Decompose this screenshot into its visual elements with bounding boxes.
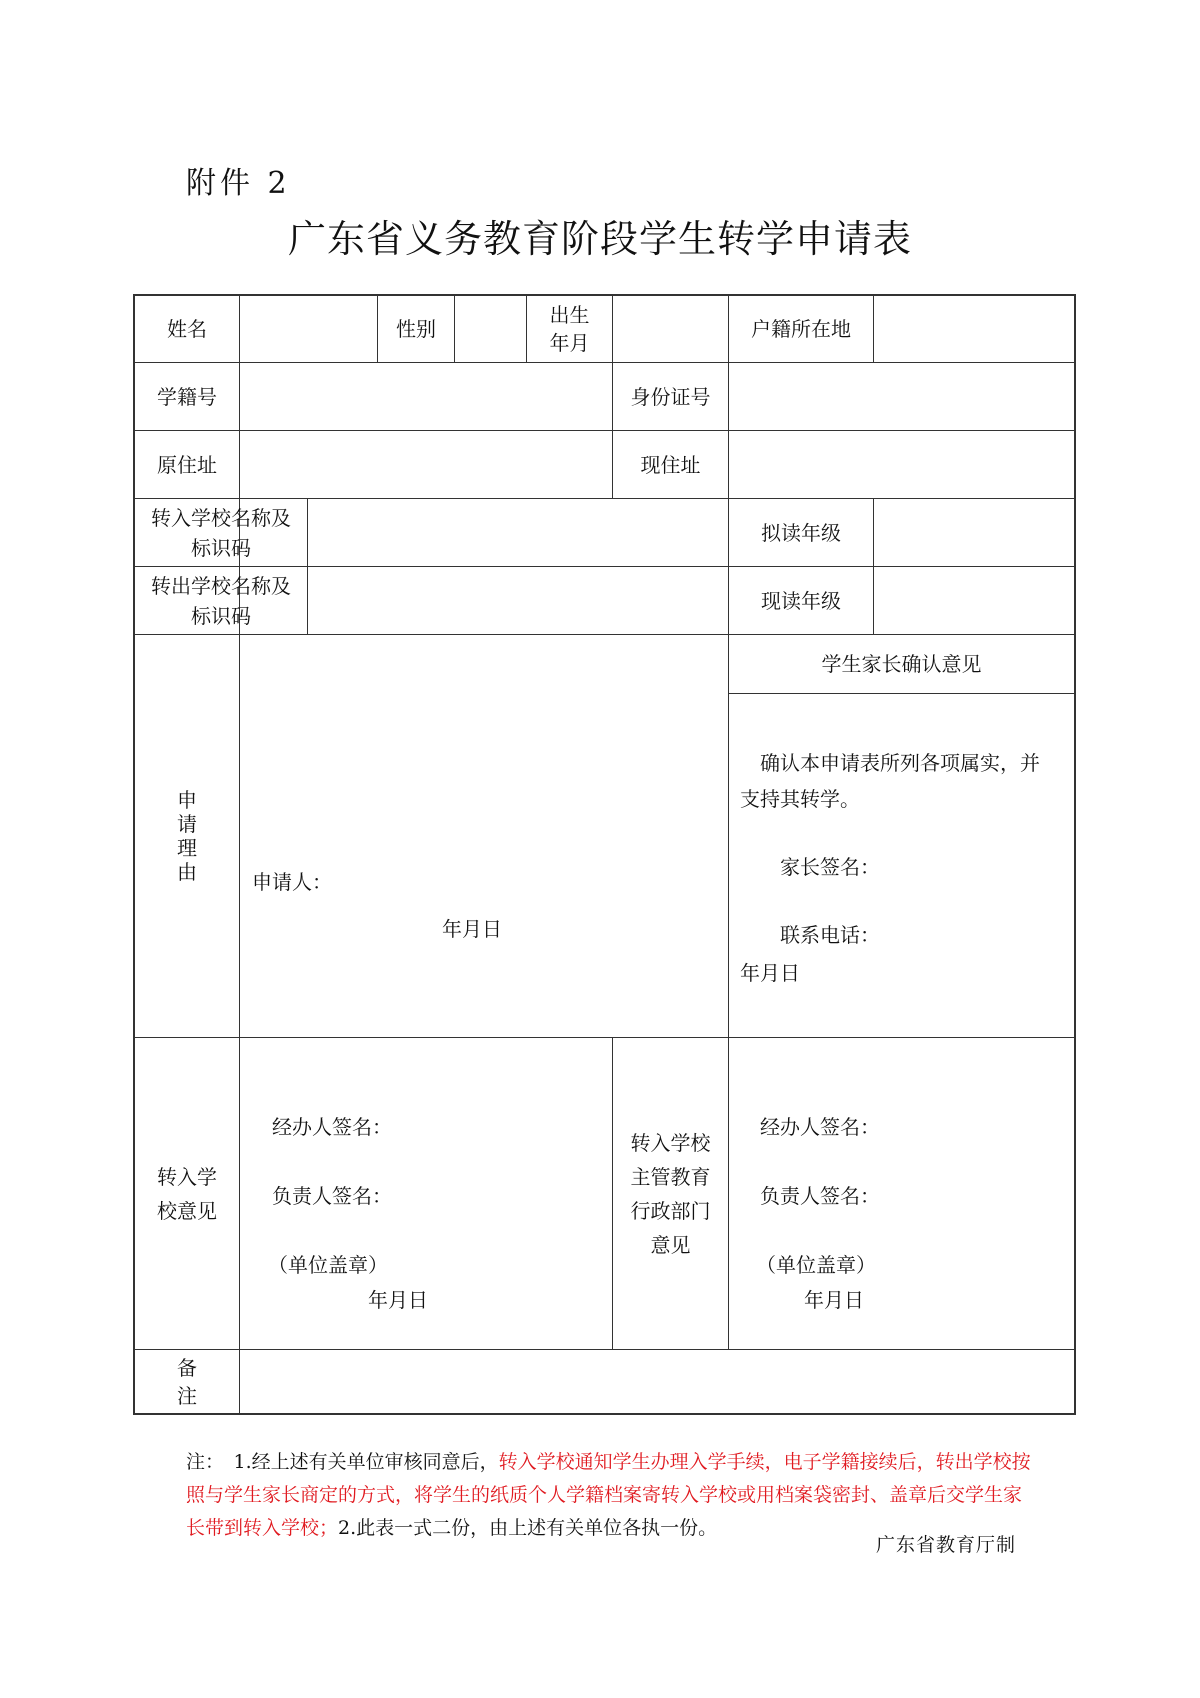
reason-field[interactable] [240, 635, 728, 1037]
orig-address-label: 原住址 [157, 452, 217, 477]
seal-label: （单位盖章） [268, 1253, 388, 1277]
parent-phone-label: 联系电话： [780, 923, 880, 947]
household-field[interactable] [874, 296, 1074, 362]
row-line [728, 693, 1076, 694]
dept-opinion-line2: 主管教育 [630, 1164, 711, 1189]
dept-opinion-date: 年月日 [804, 1288, 864, 1312]
parent-confirm-line2: 支持其转学。 [740, 787, 860, 811]
reason-char: 申 [177, 788, 197, 812]
reason-char: 请 [177, 812, 197, 836]
gender-label: 性别 [396, 317, 436, 341]
remark-line1: 备 [177, 1355, 197, 1380]
id-card-field[interactable] [729, 363, 1074, 430]
footnote-prefix: 注： 1.经上述有关单位审核同意后， [186, 1451, 499, 1473]
reason-char: 理 [177, 836, 197, 860]
attachment-label: 附件 2 [186, 166, 291, 201]
table-border-bottom [133, 1413, 1076, 1415]
curr-address-field[interactable] [729, 431, 1074, 498]
current-grade-field[interactable] [874, 567, 1074, 634]
in-school-opinion-date: 年月日 [368, 1288, 428, 1312]
name-field[interactable] [240, 296, 377, 362]
footnote-red-text: 转入学校通知学生办理入学手续，电子学籍接续后，转出学校按照与学生家长商定的方式，将学生的纸质个人学籍档案寄转入学校或用档案袋密封、盖章后交学生家长带到转入学校； [186, 1451, 1031, 1539]
parent-sign-label: 家长签名： [780, 855, 880, 879]
out-school-label-line1: 转出学校名称及 [151, 573, 291, 598]
handler-sign-label: 经办人签名： [272, 1115, 392, 1139]
reason-label [135, 635, 239, 1037]
applicant-date: 年月日 [442, 917, 502, 941]
footnote-suffix: 2.此表一式二份，由上述有关单位各执一份。 [338, 1517, 718, 1539]
out-school-label-line2: 标识码 [191, 603, 251, 628]
dept-opinion-label [613, 1038, 728, 1349]
table-border-right [1074, 294, 1076, 1415]
remark-field[interactable] [240, 1350, 1074, 1413]
dept-leader-sign-label: 负责人签名： [760, 1184, 880, 1208]
in-school-label-line1: 转入学校名称及 [151, 505, 291, 530]
id-card-label: 身份证号 [630, 384, 711, 409]
orig-address-field[interactable] [240, 431, 612, 498]
out-school-field[interactable] [308, 567, 728, 634]
birth-field[interactable] [613, 296, 728, 362]
birth-label-line2: 年月 [549, 331, 590, 355]
dept-handler-sign-label: 经办人签名： [760, 1115, 880, 1139]
curr-address-label: 现住址 [640, 452, 701, 477]
remark-line2: 注 [177, 1383, 197, 1408]
issuer-label: 广东省教育厅制 [876, 1534, 1017, 1556]
intended-grade-field[interactable] [874, 499, 1074, 566]
in-school-opinion-label [135, 1038, 239, 1349]
name-label: 姓名 [167, 317, 207, 341]
form-title: 广东省义务教育阶段学生转学申请表 [287, 217, 912, 261]
birth-label [527, 296, 612, 362]
reason-char: 由 [177, 860, 197, 884]
dept-opinion-line1: 转入学校 [630, 1130, 711, 1155]
applicant-label: 申请人： [252, 870, 332, 894]
parent-confirm-line1: 确认本申请表所列各项属实，并 [760, 751, 1040, 775]
dept-seal-label: （单位盖章） [756, 1253, 876, 1277]
gender-field[interactable] [455, 296, 526, 362]
current-grade-label: 现读年级 [761, 588, 841, 613]
out-school-label [135, 567, 307, 634]
household-label: 户籍所在地 [751, 317, 851, 341]
in-school-field[interactable] [308, 499, 728, 566]
remark-label [135, 1350, 239, 1413]
in-school-label [135, 499, 307, 566]
birth-label-line1: 出生 [549, 303, 590, 327]
dept-opinion-line3: 行政部门 [630, 1198, 711, 1223]
leader-sign-label: 负责人签名： [272, 1184, 392, 1208]
in-school-opinion-line2: 校意见 [157, 1198, 217, 1223]
in-school-opinion-line1: 转入学 [157, 1164, 217, 1189]
in-school-label-line2: 标识码 [191, 535, 251, 560]
student-id-field[interactable] [240, 363, 612, 430]
student-id-label: 学籍号 [157, 384, 217, 409]
intended-grade-label: 拟读年级 [761, 520, 841, 545]
dept-opinion-line4: 意见 [650, 1232, 691, 1257]
parent-date: 年月日 [740, 961, 800, 985]
parent-opinion-header: 学生家长确认意见 [821, 652, 982, 676]
